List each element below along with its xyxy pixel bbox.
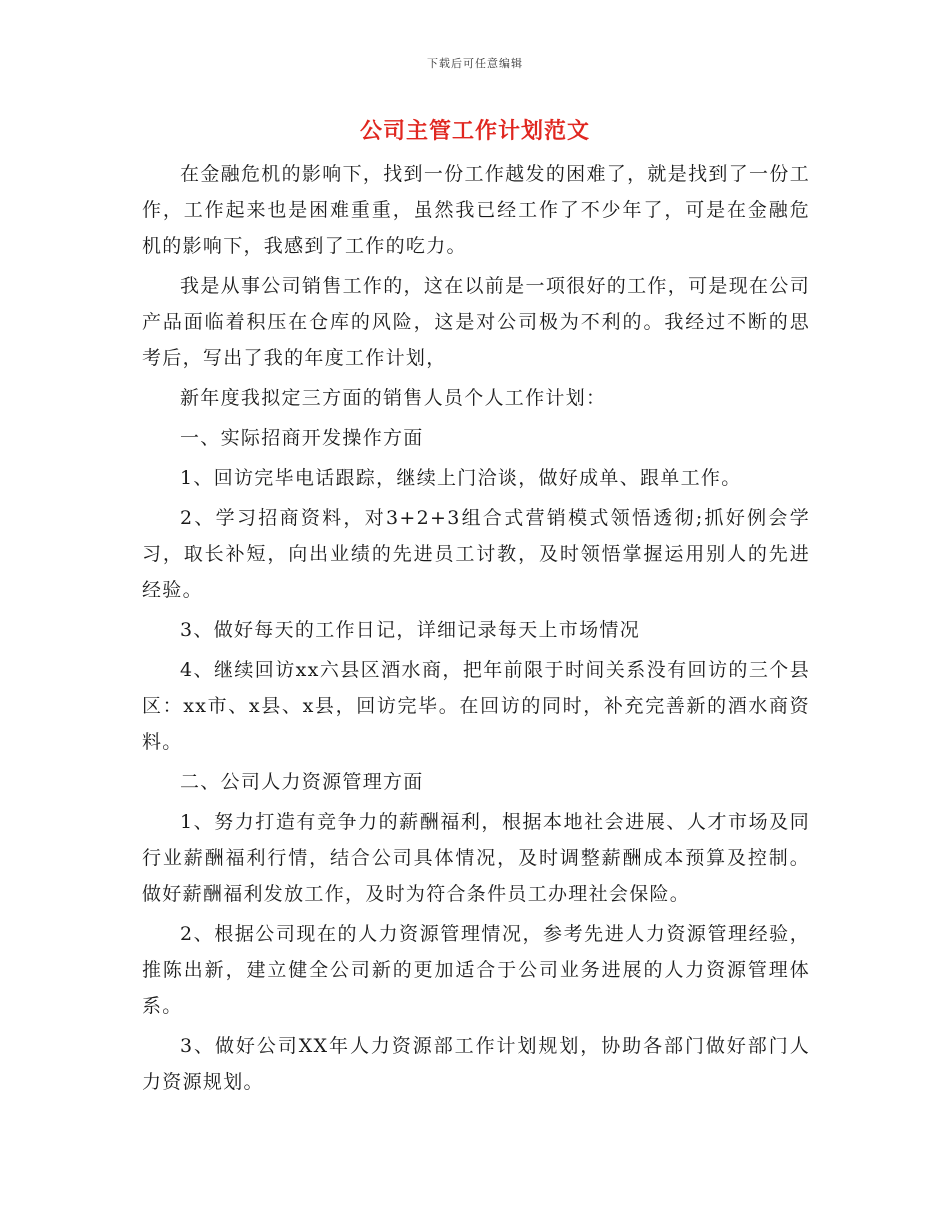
list-item: 4、继续回访xx六县区酒水商，把年前限于时间关系没有回访的三个县区：xx市、x县、x县，回访完毕。在回访的同时，补充完善新的酒水商资料。	[142, 659, 810, 753]
section-heading: 一、实际招商开发操作方面	[180, 427, 424, 449]
list-item: 1、努力打造有竞争力的薪酬福利，根据本地社会进展、人才市场及同行业薪酬福利行情，结合公司具体情况，及时调整薪酬成本预算及控制。做好薪酬福利发放工作，及时为符合条件员工办理社会保险。	[142, 811, 810, 905]
paragraph: 新年度我拟定三方面的销售人员个人工作计划：	[180, 387, 607, 409]
paragraph: 我是从事公司销售工作的，这在以前是一项很好的工作，可是现在公司产品面临着积压在仓库的风险，这是对公司极为不利的。我经过不断的思考后，写出了我的年度工作计划，	[142, 275, 810, 369]
list-item: 1、回访完毕电话跟踪，继续上门洽谈，做好成单、跟单工作。	[180, 467, 742, 489]
paragraph: 在金融危机的影响下，找到一份工作越发的困难了，就是找到了一份工作，工作起来也是困难重重，虽然我已经工作了不少年了，可是在金融危机的影响下，我感到了工作的吃力。	[142, 163, 810, 257]
section-heading: 二、公司人力资源管理方面	[180, 771, 424, 793]
list-item: 3、做好每天的工作日记，详细记录每天上市场情况	[180, 619, 640, 641]
document-body	[142, 156, 810, 1104]
list-item: 2、根据公司现在的人力资源管理情况，参考先进人力资源管理经验，推陈出新，建立健全公司新的更加适合于公司业务进展的人力资源管理体系。	[142, 923, 810, 1017]
list-item: 3、做好公司XX年人力资源部工作计划规划，协助各部门做好部门人力资源规划。	[142, 1035, 810, 1093]
header-note: 下载后可任意编辑	[427, 57, 523, 70]
document-title: 公司主管工作计划范文	[359, 118, 590, 144]
list-item: 2、学习招商资料，对3+2+3组合式营销模式领悟透彻;抓好例会学习，取长补短，向出业绩的先进员工讨教，及时领悟掌握运用别人的先进经验。	[142, 507, 810, 601]
